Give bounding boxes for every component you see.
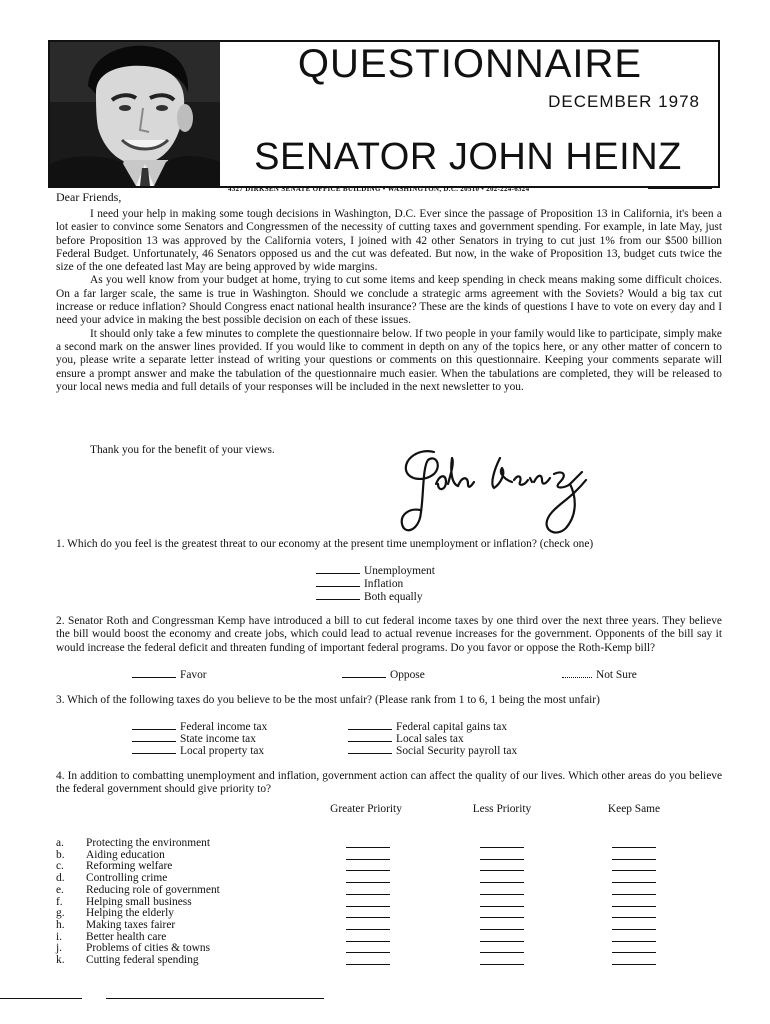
letter-body	[56, 208, 722, 394]
q4-keep-same-line[interactable]	[612, 882, 656, 883]
q4-greater-priority-line[interactable]	[346, 964, 390, 965]
footer-rule-left	[0, 998, 82, 999]
q4-greater-priority-line[interactable]	[346, 941, 390, 942]
q4-item-row	[56, 849, 165, 861]
q4-item-letter: h.	[56, 918, 65, 931]
q4-item-label: Protecting the environment	[86, 837, 211, 849]
question-3-text: 3. Which of the following taxes do you believe to be the most unfair? (Please rank from 1 to 6, 1 being the most unfair)	[56, 694, 600, 706]
q4-less-priority-line[interactable]	[480, 917, 524, 918]
q4-item-letter: g.	[56, 907, 65, 920]
q4-keep-same-line[interactable]	[612, 906, 656, 907]
column-keep-same: Keep Same	[607, 803, 661, 815]
answer-line[interactable]	[316, 590, 360, 600]
q4-greater-priority-line[interactable]	[346, 847, 390, 848]
q2-option-oppose[interactable]: Oppose	[342, 668, 425, 682]
q4-less-priority-line[interactable]	[480, 929, 524, 930]
q4-item-label: Making taxes fairer	[86, 918, 176, 931]
answer-line[interactable]	[132, 668, 176, 678]
q4-item-row	[56, 954, 199, 966]
q4-item-row	[56, 837, 210, 849]
answer-line[interactable]	[316, 577, 360, 587]
column-greater-priority: Greater Priority	[330, 803, 402, 815]
q4-item-row	[56, 907, 174, 919]
q4-item-row	[56, 942, 210, 954]
q4-item-letter: b.	[56, 848, 65, 861]
q2-option-not-sure[interactable]: Not Sure	[562, 668, 637, 682]
q4-keep-same-line[interactable]	[612, 847, 656, 848]
q4-item-letter: k.	[56, 954, 65, 966]
handwritten-signature	[390, 444, 630, 538]
document-date: DECEMBER 1978	[548, 92, 700, 111]
address-rule	[648, 188, 712, 189]
answer-line[interactable]	[342, 668, 386, 678]
q4-less-priority-line[interactable]	[480, 941, 524, 942]
q4-keep-same-line[interactable]	[612, 941, 656, 942]
q4-item-letter: a.	[56, 837, 64, 849]
q4-item-label: Reforming welfare	[86, 860, 173, 873]
q4-keep-same-line[interactable]	[612, 859, 656, 860]
q4-greater-priority-line[interactable]	[346, 917, 390, 918]
letter-paragraph: As you well know from your budget at home, trying to cut some items and keep spending in check means making some difficult choices. On a far larger scale, the same is true in Washington. Should we conclude a strategic arms agreement with the Soviets? Would a big tax cut increase or reduce inflation? Should Congress enact national health insurance? These are the kinds of questions I have to vote on every day and I need your advice in making the best possible decision on each of these issues.	[56, 274, 722, 327]
q4-item-row	[56, 884, 220, 896]
answer-line[interactable]	[132, 732, 176, 742]
q4-greater-priority-line[interactable]	[346, 952, 390, 953]
q1-option-unemployment[interactable]: Unemployment	[316, 564, 435, 578]
q4-less-priority-line[interactable]	[480, 870, 524, 871]
q4-less-priority-line[interactable]	[480, 964, 524, 965]
q4-keep-same-line[interactable]	[612, 894, 656, 895]
answer-line[interactable]	[132, 720, 176, 730]
q4-item-row	[56, 931, 166, 943]
q4-greater-priority-line[interactable]	[346, 929, 390, 930]
q4-greater-priority-line[interactable]	[346, 870, 390, 871]
q4-item-label: Controlling crime	[86, 872, 168, 885]
letter-greeting: Dear Friends,	[56, 190, 122, 204]
q3-option-local-property[interactable]: Local property tax	[132, 744, 264, 758]
q3-option-state-income[interactable]: State income tax	[132, 732, 256, 746]
q4-greater-priority-line[interactable]	[346, 859, 390, 860]
q4-keep-same-line[interactable]	[612, 964, 656, 965]
q4-keep-same-line[interactable]	[612, 917, 656, 918]
senator-portrait	[50, 42, 220, 186]
footer-rule-right	[106, 998, 324, 999]
q4-item-row	[56, 919, 175, 931]
answer-line[interactable]	[132, 744, 176, 754]
letter-paragraph: I need your help in making some tough decisions in Washington, D.C. Ever since the passage of Proposition 13 in California, it's been a lot easier to convince some Senators and Congressmen of the necessity of cutting taxes and government spending. For example, in late May, just before Proposition 13 was approved by the California voters, I joined with 42 other Senators in trying to cut just 1% from our $500 billion Federal Budget. Unfortunately, 46 Senators opposed us and the cut was defeated. But now, in the wake of Proposition 13, budget cuts twice the size of the one defeated last May are being approved by wide margins.	[56, 208, 722, 274]
q4-item-label: Aiding education	[86, 848, 165, 861]
q4-item-label: Reducing role of government	[86, 883, 220, 896]
document-title: QUESTIONNAIRE	[297, 42, 643, 86]
q4-item-label: Problems of cities & towns	[86, 942, 211, 955]
q4-item-row	[56, 872, 167, 884]
q4-item-label: Helping small business	[86, 895, 192, 908]
q4-less-priority-line[interactable]	[480, 952, 524, 953]
q4-item-letter: c.	[56, 860, 64, 873]
q4-item-letter: f.	[56, 895, 63, 908]
q4-item-row	[56, 896, 192, 908]
q4-less-priority-line[interactable]	[480, 906, 524, 907]
q4-item-label: Helping the elderly	[86, 907, 174, 920]
q4-item-letter: j.	[56, 942, 63, 955]
q3-option-capital-gains[interactable]: Federal capital gains tax	[348, 720, 507, 734]
q4-less-priority-line[interactable]	[480, 882, 524, 883]
answer-line[interactable]	[348, 720, 392, 730]
q4-item-letter: d.	[56, 872, 65, 885]
q3-option-social-security[interactable]: Social Security payroll tax	[348, 744, 517, 758]
q3-option-federal-income[interactable]: Federal income tax	[132, 720, 267, 734]
letter-paragraph: It should only take a few minutes to complete the questionnaire below. If two people in your family would like to participate, simply make a second mark on the answer lines provided. If you would like to comment in depth on any of the topics here, or any other matter of concern to you, please write a separate letter instead of writing your questions or comments on this questionnaire. Keeping your comments separate will ensure a prompt answer and make the tabulation of the questionnaire much easier. When the tabulations are completed, they will be released to your local news media and full details of your responses will be included in the next newsletter to you.	[56, 327, 722, 393]
q4-item-letter: e.	[56, 883, 64, 896]
q4-item-label: Better health care	[86, 930, 167, 943]
q1-option-inflation[interactable]: Inflation	[316, 577, 403, 591]
q4-keep-same-line[interactable]	[612, 952, 656, 953]
answer-line[interactable]	[348, 744, 392, 754]
q4-less-priority-line[interactable]	[480, 894, 524, 895]
q4-less-priority-line[interactable]	[480, 859, 524, 860]
column-less-priority: Less Priority	[472, 803, 532, 815]
q4-keep-same-line[interactable]	[612, 870, 656, 871]
letter-closing: Thank you for the benefit of your views.	[90, 444, 275, 456]
q4-greater-priority-line[interactable]	[346, 906, 390, 907]
office-address: 4327 DIRKSEN SENATE OFFICE BUILDING • WASHINGTON, D.C. 20510 • 202-224-6324	[228, 185, 530, 193]
q4-greater-priority-line[interactable]	[346, 882, 390, 883]
question-4-text: 4. In addition to combatting unemployment and inflation, government action can affect the quality of our lives. Which other areas do you believe the federal government should give priority to?	[56, 770, 722, 796]
q4-keep-same-line[interactable]	[612, 929, 656, 930]
q1-option-both[interactable]: Both equally	[316, 590, 423, 604]
question-2-text: 2. Senator Roth and Congressman Kemp have introduced a bill to cut federal income taxes by one third over the next three years. They believe the bill would boost the economy and create jobs, which could lead to actual revenue increases for the government. Opponents of the bill say it would increase the federal deficit and threaten funding of important federal programs. Do you favor or oppose the Roth-Kemp bill?	[56, 615, 722, 654]
senator-name: SENATOR JOHN HEINZ	[254, 136, 682, 178]
q4-item-row	[56, 860, 172, 872]
q4-item-label: Cutting federal spending	[86, 954, 199, 966]
answer-line[interactable]	[562, 668, 592, 678]
q4-less-priority-line[interactable]	[480, 847, 524, 848]
answer-line[interactable]	[316, 564, 360, 574]
q3-option-local-sales[interactable]: Local sales tax	[348, 732, 464, 746]
question-1-text: 1. Which do you feel is the greatest threat to our economy at the present time unemployment or inflation? (check one)	[56, 538, 594, 550]
answer-line[interactable]	[348, 732, 392, 742]
q4-greater-priority-line[interactable]	[346, 894, 390, 895]
q2-option-favor[interactable]: Favor	[132, 668, 207, 682]
q4-item-letter: i.	[56, 930, 63, 943]
